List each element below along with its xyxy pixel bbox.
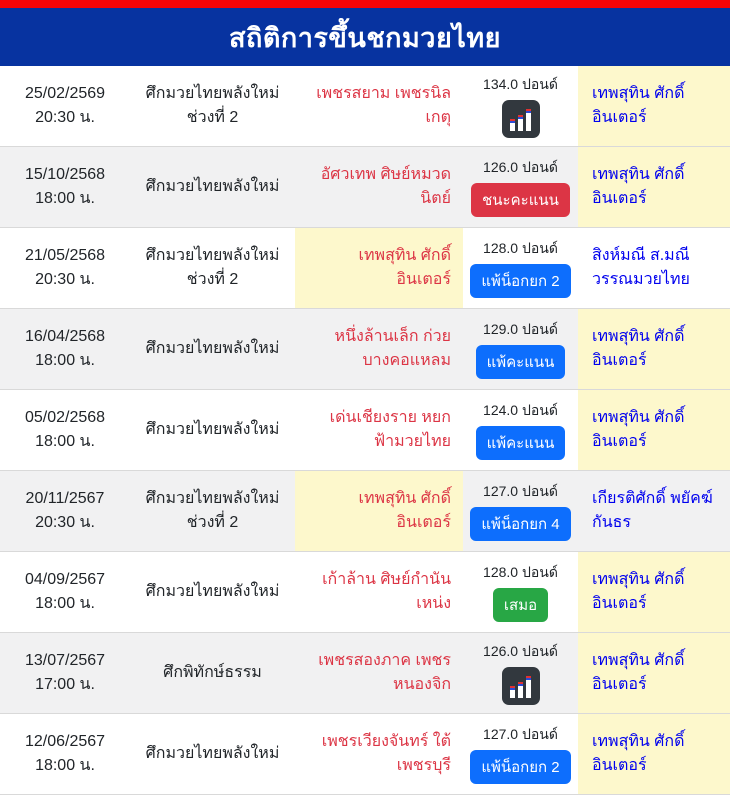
fight-date: 05/02/2568 — [24, 409, 106, 426]
table-row — [0, 309, 730, 390]
blue-corner-cell — [578, 714, 730, 794]
red-corner-cell — [295, 66, 463, 146]
result-cell — [463, 390, 578, 470]
red-corner-fighter-link[interactable]: เพชรสยาม เพชรนิลเกตุ — [316, 85, 451, 126]
result-cell — [463, 633, 578, 713]
blue-corner-fighter-link[interactable]: สิงห์มณี ส.มณีวรรณมวยไทย — [592, 247, 690, 288]
event-name: ศึกมวยไทยพลังใหม่ — [145, 421, 280, 438]
fight-weight: 129.0 ปอนด์ — [483, 321, 558, 337]
fight-weight: 134.0 ปอนด์ — [483, 76, 558, 92]
result-cell — [463, 552, 578, 632]
fight-date: 15/10/2568 — [24, 166, 106, 183]
event-name: ศึกมวยไทยพลังใหม่ — [145, 340, 280, 357]
blue-corner-cell — [578, 471, 730, 551]
event-cell — [130, 309, 295, 389]
fight-date: 16/04/2568 — [24, 328, 106, 345]
event-name: ศึกมวยไทยพลังใหม่ ช่วงที่ 2 — [145, 490, 280, 531]
event-cell — [130, 471, 295, 551]
event-cell — [130, 66, 295, 146]
red-corner-fighter-link[interactable]: เด่นเชียงราย หยกฟ้ามวยไทย — [329, 409, 451, 450]
red-corner-cell — [295, 309, 463, 389]
result-badge-slot — [470, 507, 570, 541]
table-row — [0, 714, 730, 795]
table-row — [0, 147, 730, 228]
event-name: ศึกพิทักษ์ธรรม — [163, 664, 262, 681]
fight-weight: 127.0 ปอนด์ — [483, 483, 558, 499]
result-badge[interactable]: แพ้น็อกยก 2 — [470, 750, 570, 784]
date-cell — [0, 228, 130, 308]
fight-time: 20:30 น. — [35, 109, 95, 126]
table-row — [0, 390, 730, 471]
page-header — [0, 8, 730, 66]
red-corner-fighter-link[interactable]: เพชรเวียงจันทร์ ใต้เพชรบุรี — [321, 733, 451, 774]
result-badge-slot — [476, 426, 566, 460]
result-cell — [463, 147, 578, 227]
fight-weight: 127.0 ปอนด์ — [483, 726, 558, 742]
result-cell — [463, 714, 578, 794]
fight-date: 12/06/2567 — [24, 733, 106, 750]
page-title: สถิติการขึ้นชกมวยไทย — [229, 22, 501, 53]
result-badge[interactable]: แพ้คะแนน — [476, 345, 566, 379]
event-cell — [130, 714, 295, 794]
result-badge[interactable]: ชนะคะแนน — [471, 183, 570, 217]
blue-corner-cell — [578, 552, 730, 632]
stats-chart-button[interactable] — [502, 100, 540, 138]
red-corner-cell — [295, 714, 463, 794]
result-badge[interactable]: แพ้น็อกยก 2 — [470, 264, 570, 298]
top-accent-bar — [0, 0, 730, 8]
blue-corner-cell — [578, 309, 730, 389]
blue-corner-cell — [578, 390, 730, 470]
event-name: ศึกมวยไทยพลังใหม่ — [145, 583, 280, 600]
red-corner-cell — [295, 633, 463, 713]
blue-corner-cell — [578, 147, 730, 227]
bar-chart-icon — [510, 107, 531, 131]
blue-corner-fighter-link[interactable]: เทพสุทิน ศักดิ์อินเตอร์ — [592, 328, 685, 369]
table-row — [0, 633, 730, 714]
table-row — [0, 471, 730, 552]
red-corner-cell — [295, 147, 463, 227]
blue-corner-fighter-link[interactable]: เทพสุทิน ศักดิ์อินเตอร์ — [592, 733, 685, 774]
result-badge[interactable]: แพ้คะแนน — [476, 426, 566, 460]
blue-corner-cell — [578, 228, 730, 308]
fight-date: 21/05/2568 — [24, 247, 106, 264]
result-cell — [463, 228, 578, 308]
result-badge-slot — [470, 264, 570, 298]
table-row — [0, 552, 730, 633]
result-cell — [463, 471, 578, 551]
date-cell — [0, 552, 130, 632]
fight-date: 25/02/2569 — [24, 85, 106, 102]
fight-time: 17:00 น. — [35, 676, 95, 693]
result-badge[interactable]: แพ้น็อกยก 4 — [470, 507, 570, 541]
blue-corner-cell — [578, 633, 730, 713]
fight-weight: 124.0 ปอนด์ — [483, 402, 558, 418]
fight-time: 20:30 น. — [35, 271, 95, 288]
red-corner-fighter-link[interactable]: เก้าล้าน ศิษย์กำนันเหน่ง — [322, 571, 451, 612]
result-badge-slot — [502, 667, 540, 705]
result-badge[interactable]: เสมอ — [493, 588, 548, 622]
event-name: ศึกมวยไทยพลังใหม่ — [145, 178, 280, 195]
date-cell — [0, 309, 130, 389]
date-cell — [0, 633, 130, 713]
date-cell — [0, 471, 130, 551]
fight-time: 18:00 น. — [35, 190, 95, 207]
table-row — [0, 228, 730, 309]
event-cell — [130, 633, 295, 713]
fight-time: 18:00 น. — [35, 595, 95, 612]
red-corner-fighter-link[interactable]: เทพสุทิน ศักดิ์อินเตอร์ — [358, 490, 451, 531]
result-badge-slot — [470, 750, 570, 784]
result-badge-slot — [476, 345, 566, 379]
result-cell — [463, 66, 578, 146]
event-cell — [130, 552, 295, 632]
blue-corner-fighter-link[interactable]: เทพสุทิน ศักดิ์อินเตอร์ — [592, 409, 685, 450]
fight-weight: 128.0 ปอนด์ — [483, 240, 558, 256]
fight-date: 13/07/2567 — [24, 652, 106, 669]
blue-corner-fighter-link[interactable]: เทพสุทิน ศักดิ์อินเตอร์ — [592, 652, 685, 693]
date-cell — [0, 390, 130, 470]
date-cell — [0, 66, 130, 146]
event-name: ศึกมวยไทยพลังใหม่ ช่วงที่ 2 — [145, 85, 280, 126]
fight-weight: 126.0 ปอนด์ — [483, 643, 558, 659]
result-badge-slot — [502, 100, 540, 138]
fight-weight: 128.0 ปอนด์ — [483, 564, 558, 580]
red-corner-cell — [295, 552, 463, 632]
result-cell — [463, 309, 578, 389]
fight-time: 20:30 น. — [35, 514, 95, 531]
red-corner-cell — [295, 471, 463, 551]
result-badge-slot — [471, 183, 570, 217]
fight-time: 18:00 น. — [35, 757, 95, 774]
blue-corner-fighter-link[interactable]: เทพสุทิน ศักดิ์อินเตอร์ — [592, 166, 685, 207]
event-cell — [130, 228, 295, 308]
blue-corner-fighter-link[interactable]: เกียรติศักดิ์ พยัคฆ์กันธร — [592, 490, 713, 531]
fight-date: 04/09/2567 — [24, 571, 106, 588]
table-row — [0, 66, 730, 147]
blue-corner-fighter-link[interactable]: เทพสุทิน ศักดิ์อินเตอร์ — [592, 571, 685, 612]
red-corner-fighter-link[interactable]: เทพสุทิน ศักดิ์อินเตอร์ — [358, 247, 451, 288]
date-cell — [0, 147, 130, 227]
event-name: ศึกมวยไทยพลังใหม่ — [145, 745, 280, 762]
event-name: ศึกมวยไทยพลังใหม่ ช่วงที่ 2 — [145, 247, 280, 288]
event-cell — [130, 147, 295, 227]
red-corner-cell — [295, 228, 463, 308]
fight-record-table — [0, 66, 730, 795]
fight-weight: 126.0 ปอนด์ — [483, 159, 558, 175]
fight-time: 18:00 น. — [35, 352, 95, 369]
fight-time: 18:00 น. — [35, 433, 95, 450]
blue-corner-fighter-link[interactable]: เทพสุทิน ศักดิ์อินเตอร์ — [592, 85, 685, 126]
red-corner-fighter-link[interactable]: อัศวเทพ ศิษย์หมวดนิตย์ — [320, 166, 451, 207]
red-corner-fighter-link[interactable]: เพชรสองภาค เพชรหนองจิก — [318, 652, 451, 693]
bar-chart-icon — [510, 674, 531, 698]
stats-chart-button[interactable] — [502, 667, 540, 705]
blue-corner-cell — [578, 66, 730, 146]
event-cell — [130, 390, 295, 470]
red-corner-fighter-link[interactable]: หนึ่งล้านเล็ก ก่วยบางคอแหลม — [334, 328, 451, 369]
result-badge-slot — [493, 588, 548, 622]
fight-date: 20/11/2567 — [25, 490, 105, 507]
date-cell — [0, 714, 130, 794]
red-corner-cell — [295, 390, 463, 470]
